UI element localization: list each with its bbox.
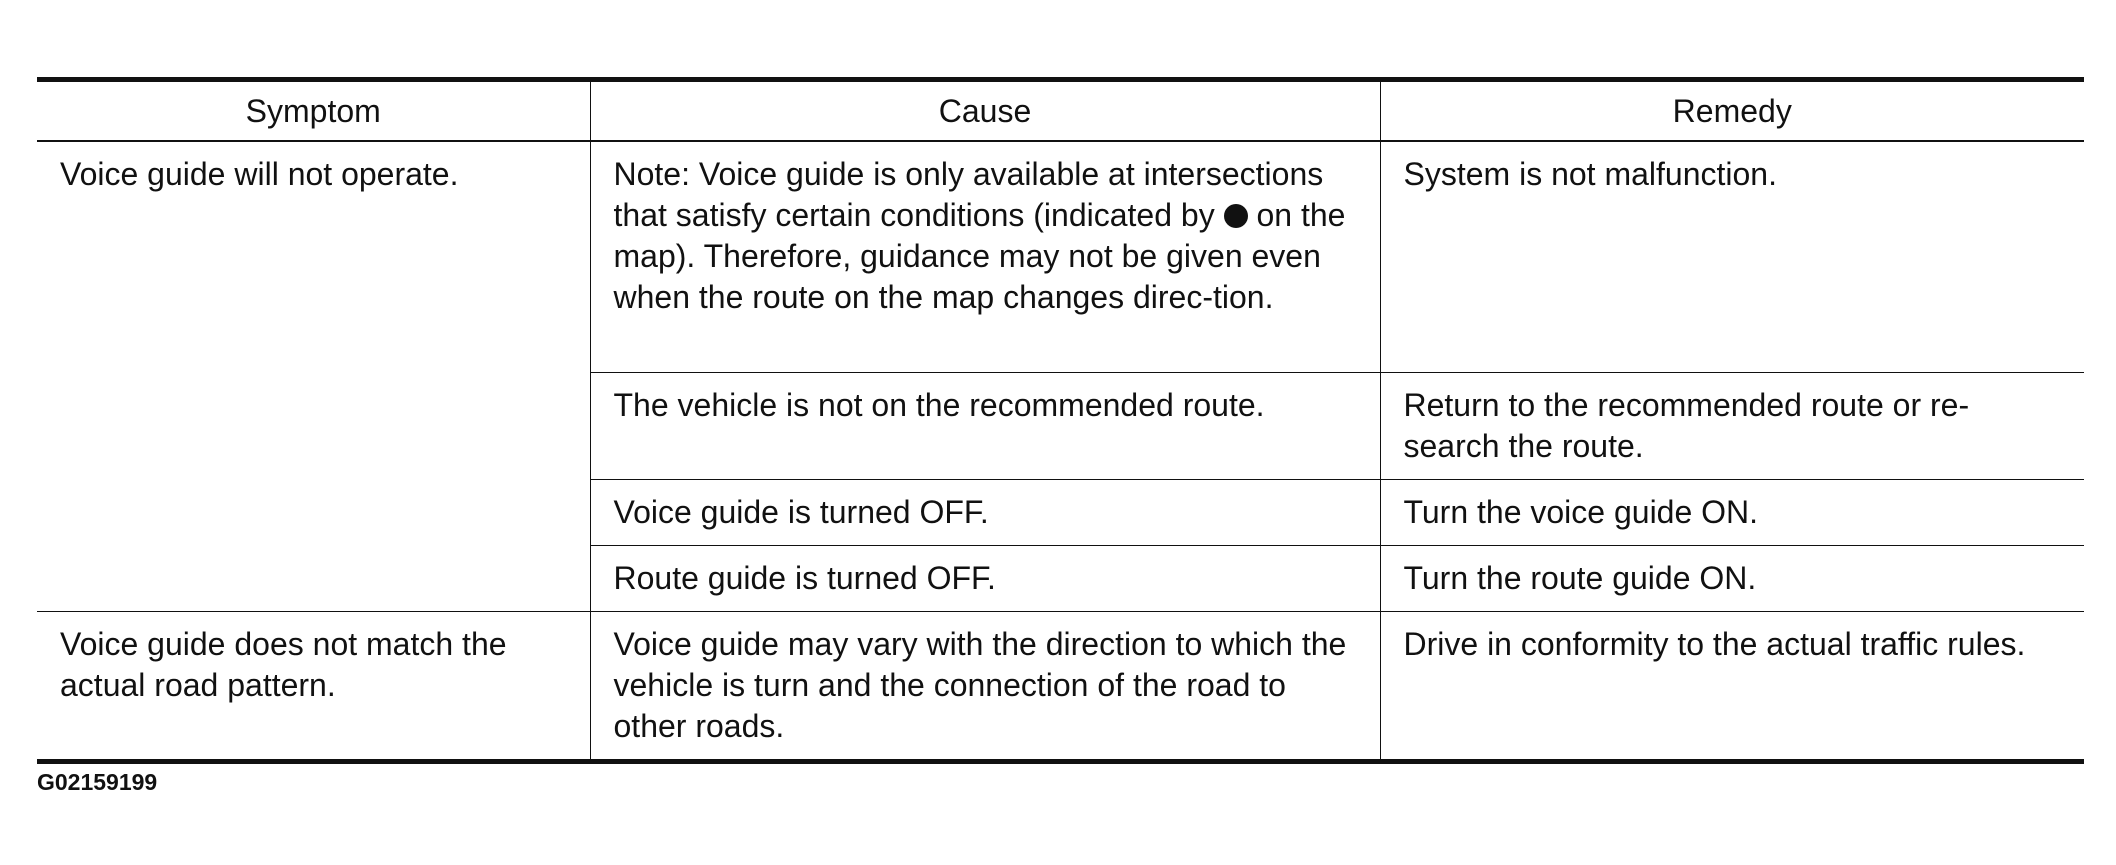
cause-text-after-icon: on the map). Therefore, guidance may not be given even when the route on the map changes direc-tion. (613, 197, 1346, 315)
remedy-cell: Turn the route guide ON. (1380, 545, 2084, 611)
troubleshooting-table (37, 77, 2084, 764)
cause-cell: The vehicle is not on the recommended route. (590, 372, 1380, 479)
symptom-cell: Voice guide does not match the actual road pattern. (37, 611, 590, 761)
header-symptom: Symptom (37, 80, 590, 142)
cause-text-before-icon: Note: Voice guide is only available at intersections that satisfy certain conditions (indicated by (613, 156, 1324, 233)
symptom-cell: Voice guide will not operate. (37, 141, 590, 611)
cause-cell: Voice guide may vary with the direction to which the vehicle is turn and the connection of the road to other roads. (590, 611, 1380, 761)
table-row (37, 141, 2084, 372)
cause-cell: Voice guide is turned OFF. (590, 479, 1380, 545)
cause-cell (590, 141, 1380, 372)
header-cause: Cause (590, 80, 1380, 142)
figure-code: G02159199 (37, 769, 158, 795)
black-dot-icon (1224, 204, 1248, 228)
table-row (37, 611, 2084, 761)
remedy-cell: System is not malfunction. (1380, 141, 2084, 372)
cause-cell: Route guide is turned OFF. (590, 545, 1380, 611)
troubleshooting-table-container (37, 77, 2084, 764)
header-remedy: Remedy (1380, 80, 2084, 142)
remedy-cell: Drive in conformity to the actual traffic rules. (1380, 611, 2084, 761)
remedy-cell: Return to the recommended route or re-search the route. (1380, 372, 2084, 479)
header-row (37, 80, 2084, 142)
remedy-cell: Turn the voice guide ON. (1380, 479, 2084, 545)
